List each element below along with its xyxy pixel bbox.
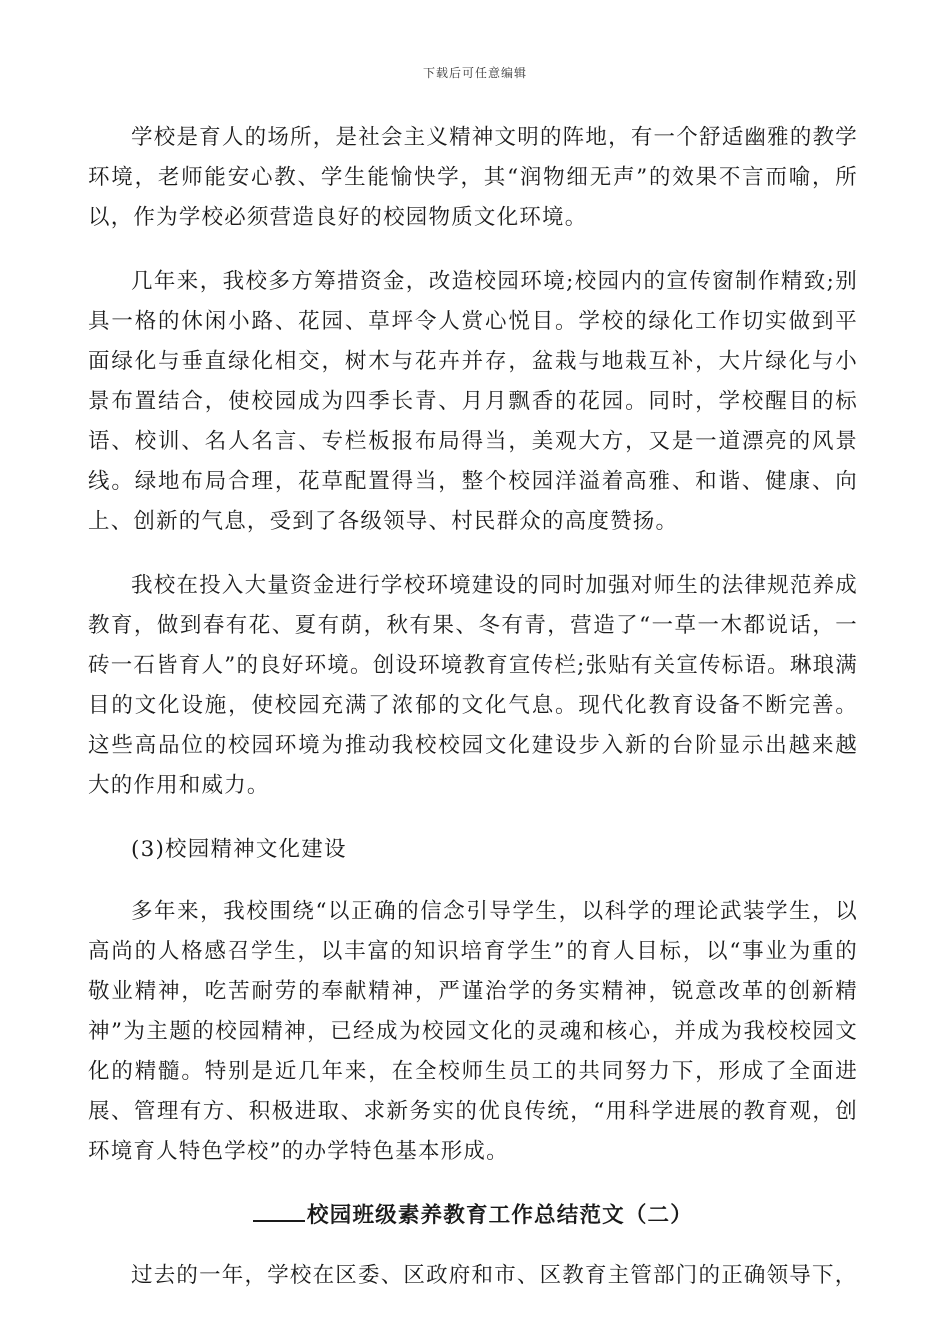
section-title-text: 校园班级素养教育工作总结范文（二） xyxy=(307,1203,693,1228)
header-note: 下载后可任意编辑 xyxy=(422,66,527,80)
paragraph-past-year: 过去的一年，学校在区委、区政府和市、区教育主管部门的正确领导下， xyxy=(131,1263,858,1288)
paragraph-campus-spirit: 多年来，我校围绕“以正确的信念引导学生，以科学的理论武装学生，以高尚的人格感召学生，以丰富的知识培育学生”的育人目标，以“事业为重的敬业精神，吃苦耐劳的奉献精神，严谨治学的务实精神，锐意改革的创新精神”为主题的校园精神，已经成为校园文化的灵魂和核心，并成为我校校园文化的精髓。特别是近几年来，在全校师生员工的共同努力下，形成了全面进展、管理有方、积极进取、求新务实的优良传统，“用科学进展的教育观，创环境育人特色学校”的办学特色基本形成。 xyxy=(88,899,858,1164)
section-title xyxy=(88,1196,858,1236)
subheading-spiritual-culture: (3)校园精神文化建设 xyxy=(131,837,347,862)
document-body xyxy=(88,118,858,1320)
paragraph-greening: 几年来，我校多方筹措资金，改造校园环境;校园内的宣传窗制作精致;别具一格的休闲小路、花园、草坪令人赏心悦目。学校的绿化工作切实做到平面绿化与垂直绿化相交，树木与花卉并存，盆栽与地栽互补，大片绿化与小景布置结合，使校园成为四季长青、月月飘香的花园。同时，学校醒目的标语、校训、名人名言、专栏板报布局得当，美观大方，又是一道漂亮的风景线。绿地布局合理，花草配置得当，整个校园洋溢着高雅、和谐、健康、向上、创新的气息，受到了各级领导、村民群众的高度赞扬。 xyxy=(88,269,858,534)
blank-underline xyxy=(253,1198,305,1222)
paragraph-campus-environment: 学校是育人的场所，是社会主义精神文明的阵地，有一个舒适幽雅的教学环境，老师能安心教、学生能愉快学，其“润物细无声”的效果不言而喻，所以，作为学校必须营造良好的校园物质文化环境。 xyxy=(88,125,858,230)
paragraph-environment-investment: 我校在投入大量资金进行学校环境建设的同时加强对师生的法律规范养成教育，做到春有花、夏有荫，秋有果、冬有青，营造了“一草一木都说话，一砖一石皆育人”的良好环境。创设环境教育宣传栏;张贴有关宣传标语。琳琅满目的文化设施，使校园充满了浓郁的文化气息。现代化教育设备不断完善。这些高品位的校园环境为推动我校校园文化建设步入新的台阶显示出越来越大的作用和威力。 xyxy=(88,573,858,798)
